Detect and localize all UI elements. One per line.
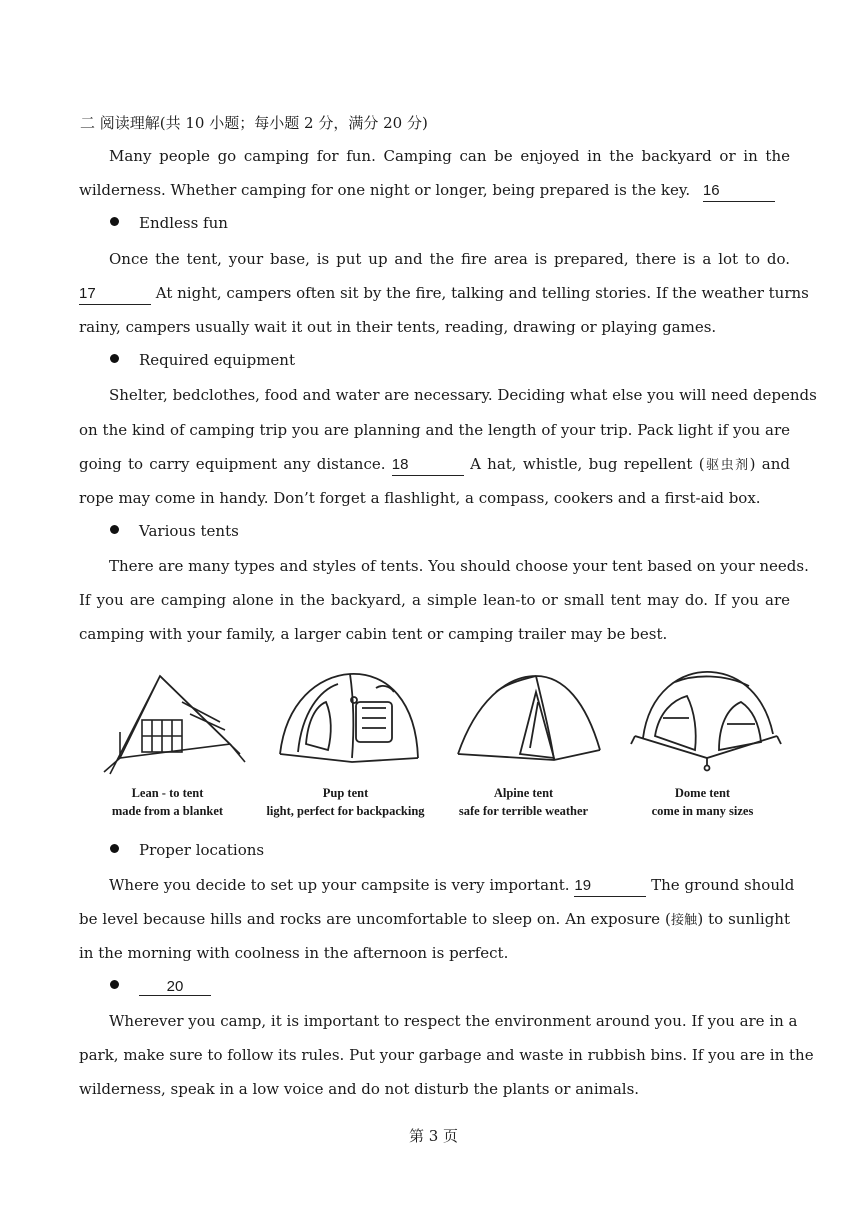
bullet-icon xyxy=(110,525,119,534)
page-number: 第 3 页 xyxy=(408,1127,459,1145)
locations-line-2a: be level because hills and rocks are uncomfortable to sleep on. An exposure ( xyxy=(79,910,671,928)
blank-17[interactable]: 17 xyxy=(79,284,151,305)
bullet-icon xyxy=(110,217,119,226)
locations-line-2-chinese: 接触 xyxy=(670,913,698,928)
final-line-2: park, make sure to follow its rules. Put your garbage and waste in rubbish bins. If you are in the xyxy=(79,1046,814,1064)
tent-illustrations xyxy=(80,662,790,827)
dome-tent-icon xyxy=(615,662,790,777)
alpine-tent-icon xyxy=(436,662,611,777)
endless-fun-line-3: rainy, campers usually wait it out in their tents, reading, drawing or playing games. xyxy=(79,318,717,336)
locations-line-1 xyxy=(79,875,795,897)
heading-required-equipment xyxy=(110,351,295,369)
equipment-line-2: on the kind of camping trip you are planning and the length of your trip. Pack light if you are xyxy=(79,421,790,439)
equipment-line-3b: A hat, whistle, bug repellent ( xyxy=(470,455,705,473)
locations-line-1b: The ground should xyxy=(651,876,795,894)
lean-to-tent-icon xyxy=(80,662,255,777)
blank-18[interactable]: 18 xyxy=(392,455,464,476)
blank-16[interactable]: 16 xyxy=(703,181,775,202)
tents-line-3: camping with your family, a larger cabin tent or camping trailer may be best. xyxy=(79,625,668,643)
bullet-icon xyxy=(110,354,119,363)
endless-fun-line-2-text: At night, campers often sit by the fire, talking and telling stories. If the weather turns xyxy=(155,284,809,302)
heading-endless-fun xyxy=(110,214,228,232)
blank-19[interactable]: 19 xyxy=(574,876,646,897)
tent-dome-desc: come in many sizes xyxy=(651,804,754,818)
tent-alpine-name: Alpine tent xyxy=(493,786,554,800)
heading-proper-locations xyxy=(110,841,264,859)
tent-lean-to-name: Lean - to tent xyxy=(131,786,204,800)
equipment-line-4: rope may come in handy. Don’t forget a flashlight, a compass, cookers and a first-aid box. xyxy=(79,489,761,507)
endless-fun-line-1: Once the tent, your base, is put up and the fire area is prepared, there is a lot to do. xyxy=(109,250,790,268)
heading-various-tents xyxy=(110,522,239,540)
equipment-line-3a: going to carry equipment any distance. xyxy=(79,455,386,473)
heading-blank-20 xyxy=(110,977,211,996)
tent-pup-desc: light, perfect for backpacking xyxy=(266,804,425,818)
intro-line-1: Many people go camping for fun. Camping can be enjoyed in the backyard or in the xyxy=(109,147,790,165)
tent-lean-to xyxy=(80,662,255,827)
tent-dome-name: Dome tent xyxy=(674,786,731,800)
intro-line-2 xyxy=(79,180,790,202)
heading-various-tents-label: Various tents xyxy=(139,522,239,540)
equipment-line-3c: ) and xyxy=(749,455,790,473)
tent-dome xyxy=(615,662,790,827)
locations-line-1a: Where you decide to set up your campsite is very important. xyxy=(109,876,570,894)
heading-proper-locations-label: Proper locations xyxy=(139,841,265,859)
tent-alpine-desc: safe for terrible weather xyxy=(458,804,589,818)
endless-fun-line-2 xyxy=(79,283,809,305)
locations-line-2b: ) to sunlight xyxy=(697,910,790,928)
pup-tent-icon xyxy=(258,662,433,777)
locations-line-2 xyxy=(79,909,790,931)
final-line-3: wilderness, speak in a low voice and do not disturb the plants or animals. xyxy=(79,1080,640,1098)
tent-pup-name: Pup tent xyxy=(322,786,369,800)
intro-line-2-text: wilderness. Whether camping for one night or longer, being prepared is the key. xyxy=(79,181,691,199)
bullet-icon xyxy=(110,980,119,989)
blank-20[interactable]: 20 xyxy=(139,978,211,996)
equipment-line-3-chinese: 驱虫剂 xyxy=(704,458,750,473)
heading-endless-fun-label: Endless fun xyxy=(139,214,228,232)
tents-line-2: If you are camping alone in the backyard, a simple lean-to or small tent may do. If you are xyxy=(79,591,790,609)
final-line-1: Wherever you camp, it is important to respect the environment around you. If you are in a xyxy=(109,1012,798,1030)
bullet-icon xyxy=(110,844,119,853)
tents-line-1: There are many types and styles of tents. You should choose your tent based on your needs. xyxy=(109,557,809,575)
tent-pup xyxy=(258,662,433,827)
tent-lean-to-desc: made from a blanket xyxy=(111,804,224,818)
equipment-line-1: Shelter, bedclothes, food and water are necessary. Deciding what else you will need depends xyxy=(109,386,817,404)
section-title: 二 阅读理解(共 10 小题；每小题 2 分，满分 20 分) xyxy=(80,114,428,132)
locations-line-3: in the morning with coolness in the afternoon is perfect. xyxy=(79,944,509,962)
heading-required-equipment-label: Required equipment xyxy=(139,351,295,369)
equipment-line-3 xyxy=(79,454,790,476)
tent-alpine xyxy=(436,662,611,827)
